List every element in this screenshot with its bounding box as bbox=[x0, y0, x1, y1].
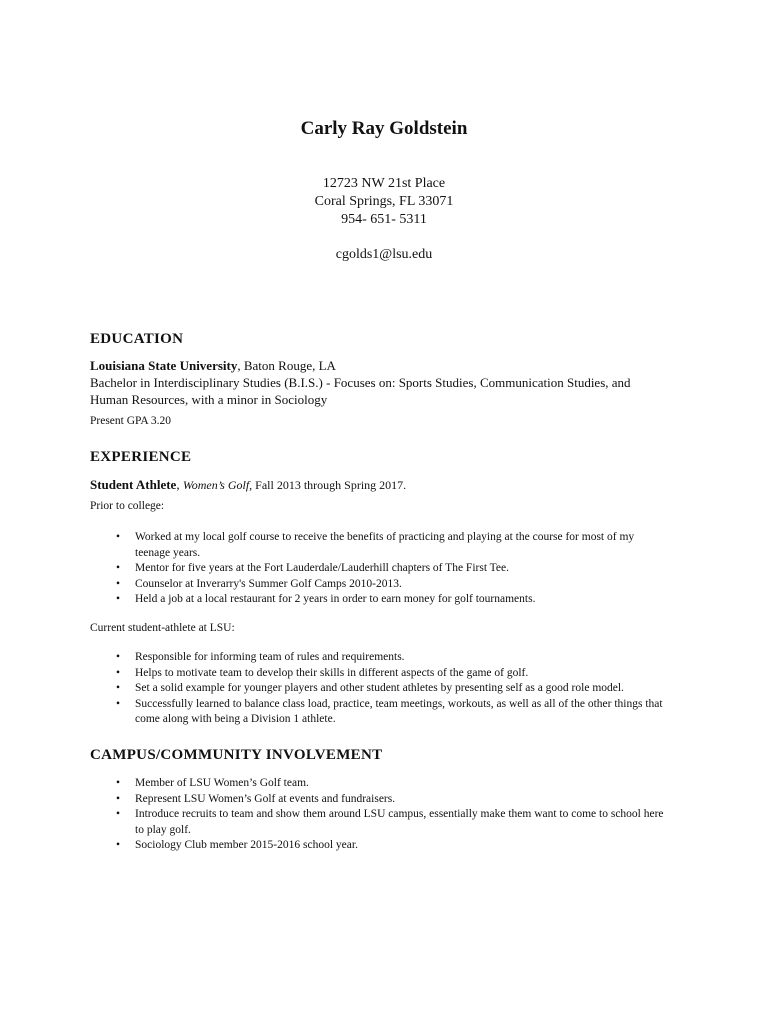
education-school-line bbox=[90, 357, 336, 374]
experience-heading: EXPERIENCE bbox=[90, 449, 192, 465]
list-item: • Member of LSU Women’s Golf team. bbox=[90, 776, 665, 792]
list-item: • Held a job at a local restaurant for 2 years in order to earn money for golf tournaments. bbox=[90, 592, 665, 608]
school-location: , Baton Rouge, LA bbox=[237, 358, 336, 373]
list-item: • Represent LSU Women’s Golf at events and fundraisers. bbox=[90, 792, 665, 808]
list-item: • Mentor for five years at the Fort Lauderdale/Lauderhill chapters of The First Tee. bbox=[90, 561, 665, 577]
school-name: Louisiana State University bbox=[90, 358, 238, 373]
degree-line-2: Human Resources, with a minor in Sociology bbox=[90, 392, 328, 407]
current-athlete-list bbox=[90, 650, 665, 728]
involvement-heading: CAMPUS/COMMUNITY INVOLVEMENT bbox=[90, 747, 383, 763]
prior-to-college-label: Prior to college: bbox=[90, 500, 165, 512]
list-item: • Worked at my local golf course to receive the benefits of practicing and playing at the course for most of my teenage years. bbox=[90, 530, 665, 561]
prior-to-college-list bbox=[90, 530, 665, 608]
list-item: • Introduce recruits to team and show them around LSU campus, essentially make them want to come to school here to play golf. bbox=[90, 807, 665, 838]
education-heading: EDUCATION bbox=[90, 331, 184, 347]
list-item: • Counselor at Inverarry's Summer Golf Camps 2010-2013. bbox=[90, 577, 665, 593]
current-athlete-label: Current student-athlete at LSU: bbox=[90, 622, 235, 634]
job-title-line bbox=[90, 476, 406, 494]
list-item: • Responsible for informing team of rules and requirements. bbox=[90, 650, 665, 666]
list-item: • Helps to motivate team to develop their skills in different aspects of the game of golf. bbox=[90, 666, 665, 682]
degree-line-1: Bachelor in Interdisciplinary Studies (B.I.S.) - Focuses on: Sports Studies, Communication Studies, and bbox=[90, 375, 631, 390]
candidate-name: Carly Ray Goldstein bbox=[300, 118, 468, 139]
job-dates: , Fall 2013 through Spring 2017. bbox=[249, 478, 407, 492]
address-line-2: Coral Springs, FL 33071 bbox=[314, 194, 454, 209]
job-title-separator: , bbox=[176, 477, 183, 492]
gpa: Present GPA 3.20 bbox=[90, 415, 172, 427]
address-line-1: 12723 NW 21st Place bbox=[322, 176, 446, 191]
job-title: Student Athlete bbox=[90, 477, 177, 492]
list-item: • Sociology Club member 2015-2016 school year. bbox=[90, 838, 665, 854]
phone-number: 954- 651- 5311 bbox=[341, 212, 427, 227]
involvement-list bbox=[90, 776, 665, 854]
job-team: Women’s Golf bbox=[182, 478, 250, 492]
list-item: • Successfully learned to balance class load, practice, team meetings, workouts, as well as all of the other things that come along with being a Division 1 athlete. bbox=[90, 697, 665, 728]
list-item: • Set a solid example for younger players and other student athletes by presenting self as a good role model. bbox=[90, 681, 665, 697]
email-address: cgolds1@lsu.edu bbox=[335, 247, 433, 262]
